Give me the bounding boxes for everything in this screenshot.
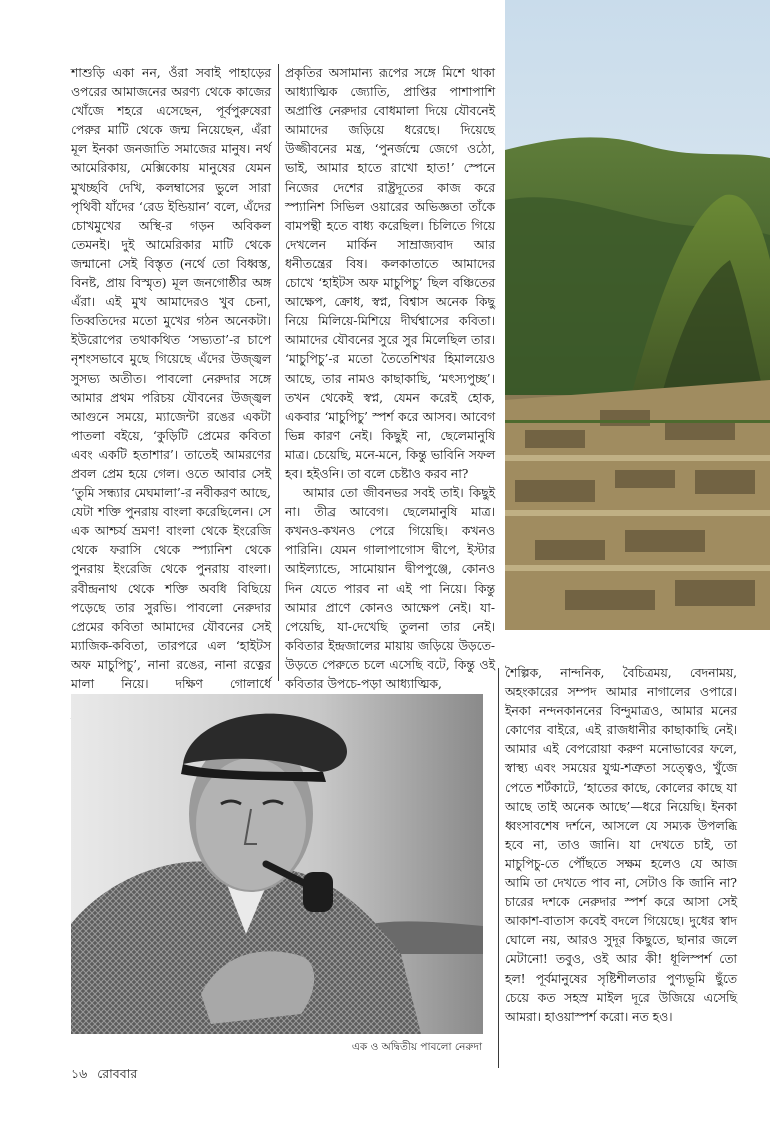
- page-number: ১৬: [71, 1066, 88, 1081]
- magazine-name: রোববার: [97, 1066, 138, 1081]
- portrait-illustration: [71, 694, 483, 1034]
- column-divider: [278, 64, 279, 681]
- article-column-2: [285, 64, 495, 691]
- article-column-1: [71, 64, 271, 691]
- article-paragraph: শৈল্পিক, নান্দনিক, বৈচিত্রময়, বেদনাময়, অহংকারের সম্পদ আমার নাগালের ওপারে। ইনকা নন্দনকাননের বিন্দুমাত্রও, আমার মনের কোণের বাইরে, এই রাজধানীর কাছাকাছি নেই। আমার এই বেপরোয়া করুণ মনোভাবের ফলে, স্বাস্থ্য এবং সময়ের যুগ্ম-শত্রুতা সত্ত্বেও, খুঁজে পেতে শর্টকাটে, ‘হাতের কাছে, কোলের কাছে যা আছে তাই অনেক আছে’—ধরে নিয়েছি। ইনকা ধ্বংসাবশেষ দর্শনে, আসলে যে সম্যক উপলব্ধি হবে না, তাও জানি। যা দেখতে চাই, তা মাচুপিচু-তে পৌঁছতে সক্ষম হলেও যে আজ আমি তা দেখতে পাব না, সেটাও কি জানি না? চারের দশকে নেরুদার স্পর্শ করে আসা সেই আকাশ-বাতাস কবেই বদলে গিয়েছে। দুধের স্বাদ ঘোলে নয়, আরও সুদূর কিছুতে, ছানার জলে মেটানো! তবুও, ওই আর কী! ধূলিস্পর্শ তো হল! পূর্বমানুষের সৃষ্টিশীলতার পুণ্যভূমি ছুঁতে চেয়ে কত সহস্র মাইল দূরে উজিয়ে এসেছি আমরা। হাওয়াস্পর্শ করো। নত হও।: [505, 666, 737, 1024]
- column-divider: [498, 668, 499, 1068]
- article-paragraph: শাশুড়ি একা নন, ওঁরা সবাই পাহাড়ের ওপরের আমাজনের অরণ্য থেকে কাজের খোঁজে শহরে এসেছেন, পূর্বপুরুষেরা পেরুর মাটি থেকে জন্ম নিয়েছেন, এঁরা মূল ইনকা জনজাতি সমাজের মানুষ। নর্থ আমেরিকায়, মেক্সিকোয় মানুষের যেমন মুখচ্ছবি দেখি, কলম্বাসের ভুলে সারা পৃথিবী যাঁদের ‘রেড ইন্ডিয়ান’ বলে, এঁদের চোখমুখের অস্থি-র গড়ন অবিকল তেমনই। দুই আমেরিকার মাটি থেকে জন্মানো সেই বিস্তৃত (নর্থে তো বিধ্বস্ত, বিনষ্ট, প্রায় বিস্মৃত) মূল জনগোষ্ঠীর অঙ্গ এঁরা। এই মুখ আমাদেরও খুব চেনা, তিব্বতিদের মতো মুখের গঠন অনেকটা। ইউরোপের তথাকথিত ‘সভ্যতা’-র চাপে নৃশংসভাবে মুছে গিয়েছে এঁদের উজ্জ্বল সুসভ্য অতীত। পাবলো নেরুদার সঙ্গে আমার প্রথম পরিচয় যৌবনের উজ্জ্বল আগুনে সময়ে, ম্যাজেন্টা রঙের একটা পাতলা বইয়ে, ‘কুড়িটি প্রেমের কবিতা এবং একটি হতাশার’। তাতেই আমরণের প্রবল প্রেম হয়ে গেল। ওতে আবার সেই ‘তুমি সন্ধ্যার মেঘমালা’-র নবীকরণ আছে, যেটা শক্তি পুনরায় বাংলা করেছিলেন। সে এক আশ্চর্য ভ্রমণ! বাংলা থেকে ইংরেজি থেকে ফরাসি থেকে স্প্যানিশ থেকে পুনরায় ইংরেজি থেকে পুনরায় বাংলা। রবীন্দ্রনাথ থেকে শক্তি অবধি বিছিয়ে পড়েছে তার সুরভি। পাবলো নেরুদার প্রেমের কবিতা আমাদের যৌবনের সেই ম্যাজিক-কবিতা, তারপরে এল ‘হাইটস অফ মাচুপিচু’, নানা রঙের, নানা রত্নের মালা নিয়ে। দক্ষিণ গোলার্ধে: [71, 66, 271, 691]
- article-paragraph: আমার তো জীবনভর সবই তাই। কিছুই না। তীব্র আবেগ। ছেলেমানুষি মাত্র। কখনও-কখনও পেরে গিয়েছি। কখনও পারিনি। যেমন গালাপাগোস দ্বীপে, ইস্টার আইল্যান্ডে, সামোয়ান দ্বীপপুঞ্জে, কোনও দিন যেতে পারব না এই পা নিয়ে। কিন্তু আমার প্রাণে কোনও আক্ষেপ নেই। যা-পেয়েছি, যা-দেখেছি তুলনা তার নেই। কবিতার ইন্দ্রজালের মায়ায় জড়িয়ে উড়তে-উড়তে পেরুতে চলে এসেছি বটে, কিন্তু ওই কবিতার উপচে-পড়া আধ্যাত্মিক,: [285, 486, 495, 691]
- machu-picchu-photo: [505, 0, 770, 630]
- article-paragraph: প্রকৃতির অসামান্য রূপের সঙ্গে মিশে থাকা আধ্যাত্মিক জ্যোতি, প্রাপ্তির পাশাপাশি অপ্রাপ্তি নেরুদার বোধমালা দিয়ে যৌবনেই আমাদের জড়িয়ে ধরেছে। দিয়েছে উজ্জীবনের মন্ত্র, ‘পুনর্জন্মে জেগে ওঠো, ভাই, আমার হাতে রাখো হাত!’ স্পেনে নিজের দেশের রাষ্ট্রদূতের কাজ করে স্প্যানিশ সিভিল ওয়ারের অভিজ্ঞতা তাঁকে বামপন্থী হতে বাধ্য করেছিল। চিলিতে গিয়ে দেখলেন মার্কিন সাম্রাজ্যবাদ আর ধনীতন্ত্রের বিষ। কলকাতাতে আমাদের চোখে ‘হাইটস অফ মাচুপিচু’ ছিল বঞ্চিতের আক্ষেপ, ক্রোধ, স্বপ্ন, বিশ্বাস অনেক কিছু নিয়ে মিলিয়ে-মিশিয়ে দীর্ঘশ্বাসের কবিতা। আমাদের যৌবনের সুরে সুর মিলেছিল তার। ‘মাচুপিচু’-র মতো তৈতেশিখর হিমালয়েও আছে, তার নামও কাছাকাছি, ‘মৎস্যপুচ্ছ’। তখন থেকেই স্বপ্ন, যেমন করেই হোক, একবার ‘মাচুপিচু’ স্পর্শ করে আসব। আবেগ ভিন্ন কারণ নেই। কিছুই না, ছেলেমানুষি মাত্র। চেয়েছি, মনে-মনে, কিন্তু ভাবিনি সফল হব। হইওনি। তা বলে চেষ্টাও করব না?: [285, 66, 495, 481]
- machu-picchu-illustration: [505, 0, 770, 630]
- article-column-3: [505, 664, 737, 1054]
- photo-caption: এক ও অদ্বিতীয় পাবলো নেরুদা: [351, 1041, 482, 1053]
- page-footer: [71, 1066, 137, 1086]
- pablo-neruda-portrait: [71, 694, 483, 1034]
